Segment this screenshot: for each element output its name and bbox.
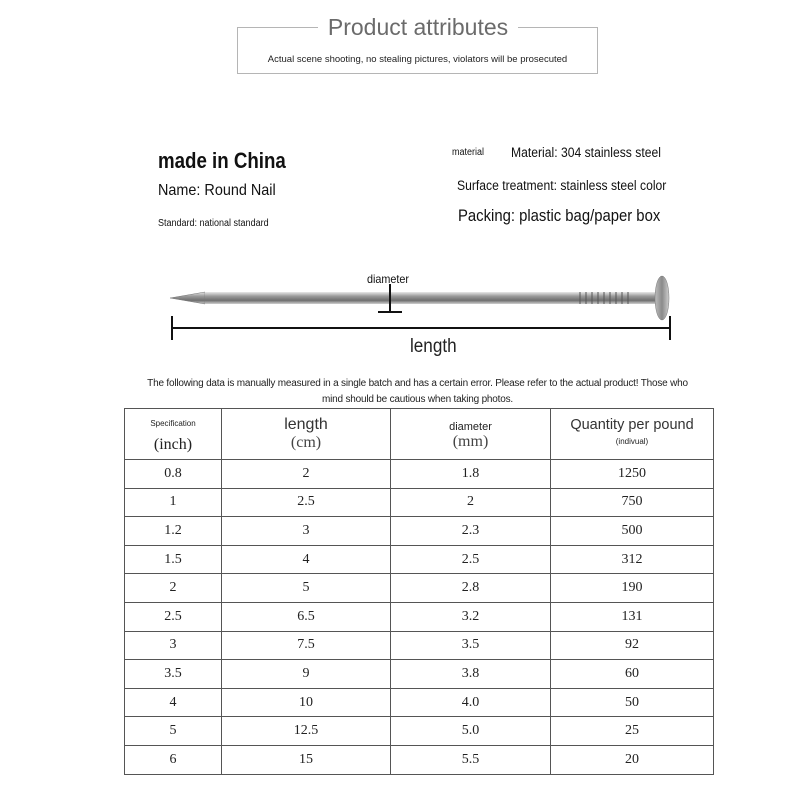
table-row xyxy=(125,717,714,746)
cell-diameter: 2.5 xyxy=(391,545,551,574)
nail-diagram xyxy=(150,260,680,340)
diameter-label: diameter xyxy=(367,272,410,286)
table-row xyxy=(125,545,714,574)
header-length-unit: (cm) xyxy=(290,434,322,451)
cell-quantity: 131 xyxy=(551,602,714,631)
cell-spec: 1.2 xyxy=(125,517,222,546)
cell-diameter: 3.8 xyxy=(391,660,551,689)
cell-quantity: 60 xyxy=(551,660,714,689)
disclaimer-note: The following data is manually measured in a single batch and has a certain error. Please refer to the actual product! Those who mind should be cautious when taking photos. xyxy=(147,378,688,405)
header-diameter-unit: (mm) xyxy=(452,433,489,450)
cell-diameter: 3.2 xyxy=(391,602,551,631)
cell-spec: 0.8 xyxy=(125,460,222,489)
cell-length: 2.5 xyxy=(222,488,391,517)
cell-length: 2 xyxy=(222,460,391,489)
page-title: Product attributes xyxy=(318,14,518,41)
header-diameter-label: diameter xyxy=(449,421,492,433)
header-quantity xyxy=(551,409,714,460)
header-subtitle: Actual scene shooting, no stealing pictures, violators will be prosecuted xyxy=(267,54,568,65)
packing-label: Packing: plastic bag/paper box xyxy=(458,207,661,225)
header-spec-label: Specification xyxy=(150,419,196,428)
cell-length: 3 xyxy=(222,517,391,546)
table-row xyxy=(125,602,714,631)
cell-spec: 2.5 xyxy=(125,602,222,631)
cell-quantity: 92 xyxy=(551,631,714,660)
cell-diameter: 2.8 xyxy=(391,574,551,603)
cell-length: 9 xyxy=(222,660,391,689)
cell-spec: 2 xyxy=(125,574,222,603)
table-row xyxy=(125,631,714,660)
spec-table xyxy=(124,408,714,775)
cell-diameter: 3.5 xyxy=(391,631,551,660)
cell-length: 12.5 xyxy=(222,717,391,746)
cell-length: 5 xyxy=(222,574,391,603)
header-length xyxy=(222,409,391,460)
cell-spec: 5 xyxy=(125,717,222,746)
cell-length: 15 xyxy=(222,745,391,774)
cell-spec: 1.5 xyxy=(125,545,222,574)
cell-diameter: 2 xyxy=(391,488,551,517)
material-key: material xyxy=(452,147,485,158)
header-quantity-unit: (indivual) xyxy=(615,437,649,446)
table-row xyxy=(125,488,714,517)
header-length-label: length xyxy=(284,416,328,433)
surface-label: Surface treatment: stainless steel color xyxy=(457,178,667,193)
cell-length: 10 xyxy=(222,688,391,717)
material-label: Material: 304 stainless steel xyxy=(511,145,661,160)
cell-quantity: 1250 xyxy=(551,460,714,489)
table-row xyxy=(125,745,714,774)
nail-icon xyxy=(170,276,669,320)
cell-diameter: 2.3 xyxy=(391,517,551,546)
cell-length: 4 xyxy=(222,545,391,574)
cell-diameter: 5.0 xyxy=(391,717,551,746)
table-row xyxy=(125,574,714,603)
table-header-row xyxy=(125,409,714,460)
cell-length: 7.5 xyxy=(222,631,391,660)
cell-diameter: 4.0 xyxy=(391,688,551,717)
header-diameter xyxy=(391,409,551,460)
cell-spec: 6 xyxy=(125,745,222,774)
table-row xyxy=(125,460,714,489)
cell-spec: 3.5 xyxy=(125,660,222,689)
header-quantity-label: Quantity per pound xyxy=(570,417,694,433)
table-row xyxy=(125,688,714,717)
table-row xyxy=(125,517,714,546)
cell-quantity: 50 xyxy=(551,688,714,717)
cell-quantity: 25 xyxy=(551,717,714,746)
cell-spec: 1 xyxy=(125,488,222,517)
cell-diameter: 5.5 xyxy=(391,745,551,774)
table-row xyxy=(125,660,714,689)
cell-spec: 4 xyxy=(125,688,222,717)
made-in-label: made in China xyxy=(158,148,286,173)
cell-quantity: 20 xyxy=(551,745,714,774)
cell-spec: 3 xyxy=(125,631,222,660)
cell-quantity: 750 xyxy=(551,488,714,517)
cell-length: 6.5 xyxy=(222,602,391,631)
standard-label: Standard: national standard xyxy=(158,218,269,229)
length-label: length xyxy=(410,336,457,357)
product-name: Name: Round Nail xyxy=(158,182,276,199)
cell-quantity: 190 xyxy=(551,574,714,603)
cell-quantity: 500 xyxy=(551,517,714,546)
cell-quantity: 312 xyxy=(551,545,714,574)
header-specification xyxy=(125,409,222,460)
cell-diameter: 1.8 xyxy=(391,460,551,489)
header-spec-unit: (inch) xyxy=(153,436,193,453)
